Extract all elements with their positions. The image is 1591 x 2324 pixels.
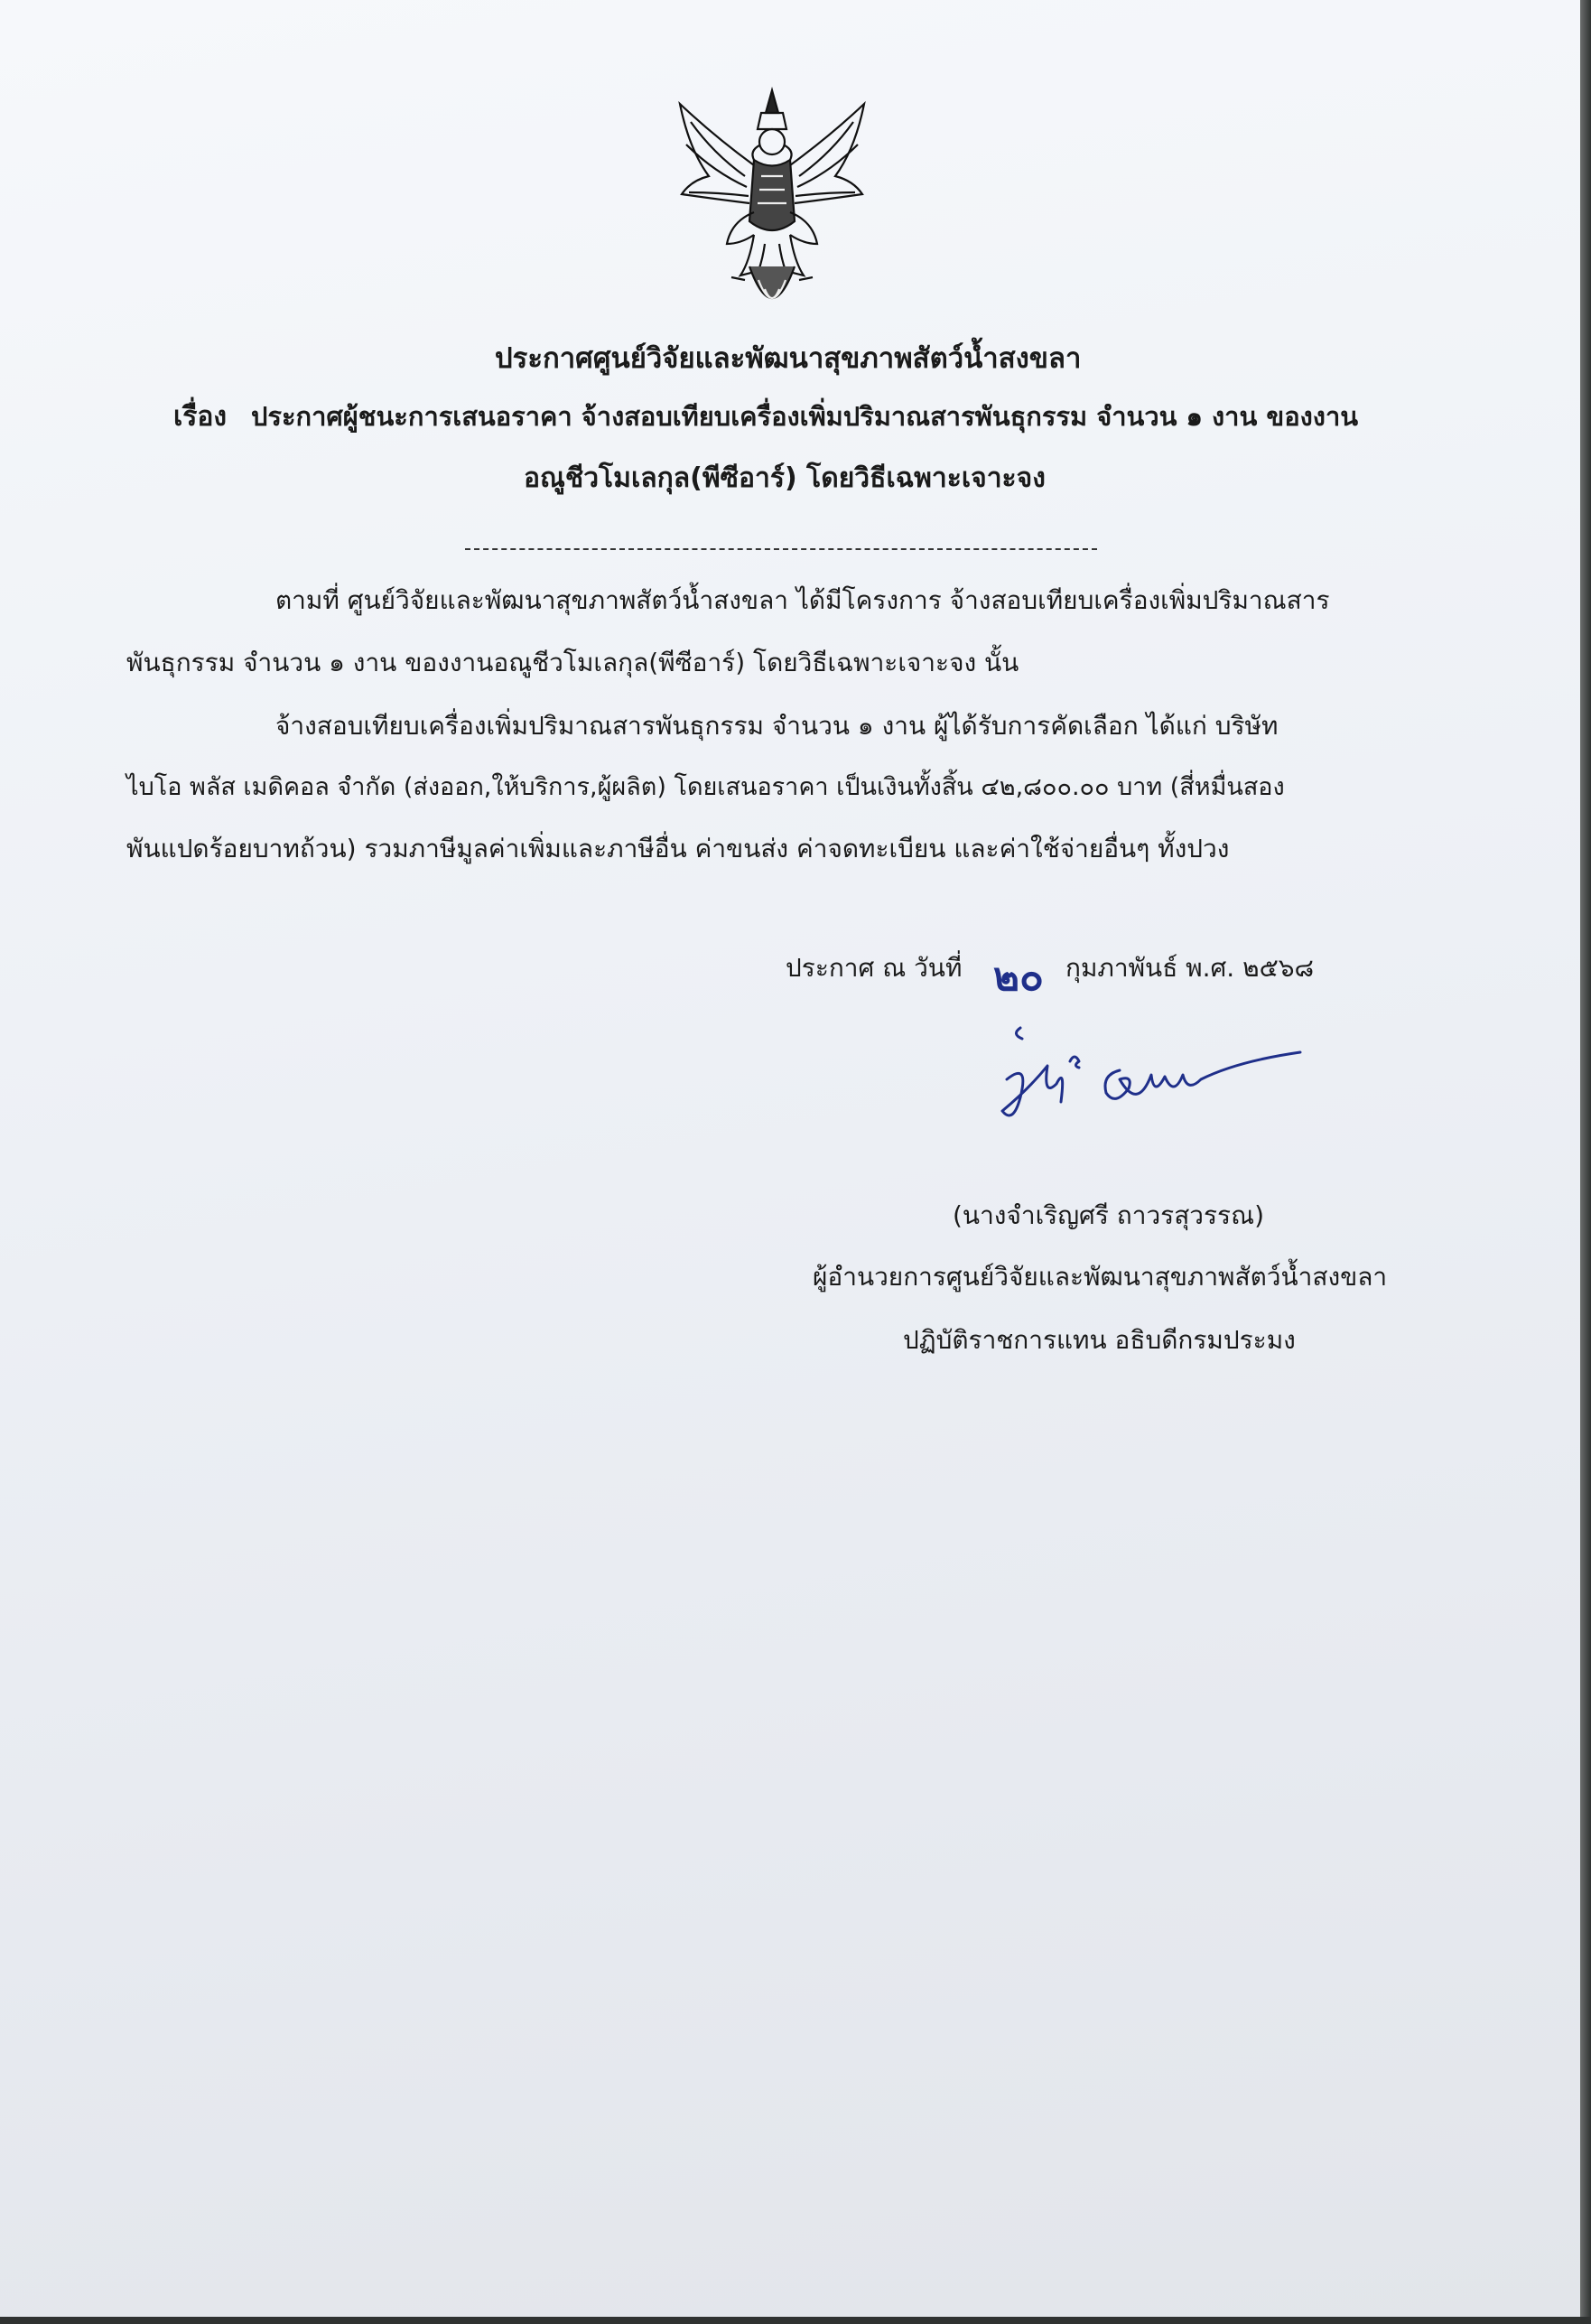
paragraph-1-line-1: ตามที่ ศูนย์วิจัยและพัฒนาสุขภาพสัตว์น้ำสงขลา ได้มีโครงการ จ้างสอบเทียบเครื่องเพิ่มปริมาณสาร xyxy=(275,585,1330,615)
announcement-heading: ประกาศศูนย์วิจัยและพัฒนาสุขภาพสัตว์น้ำสงขลา xyxy=(495,342,1082,375)
signer-role: ปฏิบัติราชการแทน อธิบดีกรมประมง xyxy=(903,1325,1296,1355)
divider-line xyxy=(465,548,1097,550)
garuda-emblem-icon xyxy=(664,86,880,334)
page-edge-bottom xyxy=(0,2317,1591,2324)
page-edge-shadow xyxy=(1580,0,1591,2324)
signer-title: ผู้อำนวยการศูนย์วิจัยและพัฒนาสุขภาพสัตว์น้ำสงขลา xyxy=(813,1262,1388,1292)
paragraph-2-line-1: จ้างสอบเทียบเครื่องเพิ่มปริมาณสารพันธุกรรม จำนวน ๑ งาน ผู้ได้รับการคัดเลือก ได้แก่ บริษัท xyxy=(275,711,1279,741)
paragraph-2-line-2: ไบโอ พลัส เมดิคอล จำกัด (ส่งออก,ให้บริการ,ผู้ผลิต) โดยเสนอราคา เป็นเงินทั้งสิ้น ๔๒,๘๐๐.๐๐ บาท (สี่หมื่นสอง xyxy=(126,773,1285,801)
paragraph-2-line-3: พันแปดร้อยบาทถ้วน) รวมภาษีมูลค่าเพิ่มและภาษีอื่น ค่าขนส่ง ค่าจดทะเบียน และค่าใช้จ่ายอื่นๆ ทั้งปวง xyxy=(126,834,1230,863)
paragraph-1-line-2: พันธุกรรม จำนวน ๑ งาน ของงานอณูชีวโมเลกุล(พีซีอาร์) โดยวิธีเฉพาะเจาะจง นั้น xyxy=(126,648,1019,677)
announcement-date-prefix: ประกาศ ณ วันที่ xyxy=(786,953,963,983)
signature-image xyxy=(993,1012,1318,1156)
subject-line-2: อณูชีวโมเลกุล(พีซีอาร์) โดยวิธีเฉพาะเจาะจง xyxy=(524,462,1046,494)
announcement-date-day: ๒๐ xyxy=(993,954,1044,1000)
signer-name: (นางจำเริญศรี ถาวรสุวรรณ) xyxy=(953,1200,1264,1230)
announcement-date-suffix: กุมภาพันธ์ พ.ศ. ๒๕๖๘ xyxy=(1065,953,1315,983)
subject-label: เรื่อง xyxy=(173,401,228,433)
subject-line-1: ประกาศผู้ชนะการเสนอราคา จ้างสอบเทียบเครื่องเพิ่มปริมาณสารพันธุกรรม จำนวน ๑ งาน ของงาน xyxy=(251,401,1359,432)
